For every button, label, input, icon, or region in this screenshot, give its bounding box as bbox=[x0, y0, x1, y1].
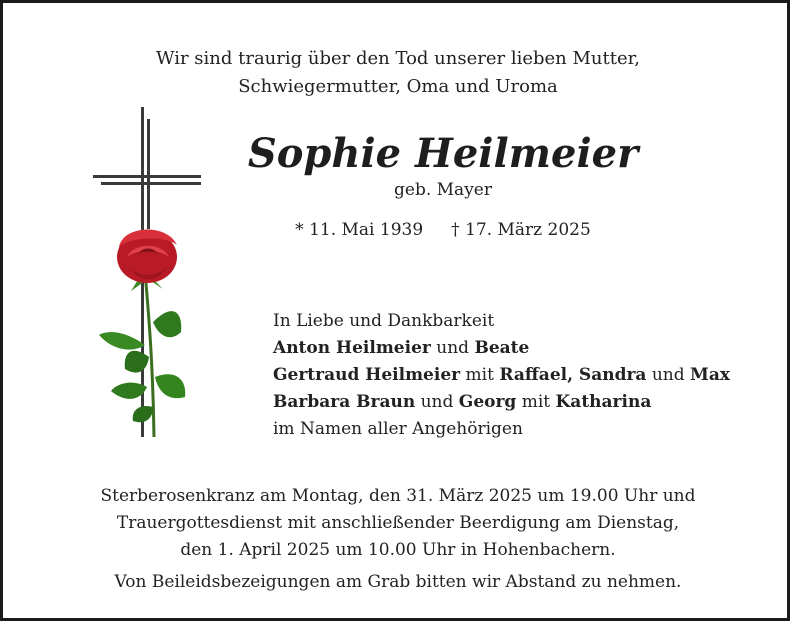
intro-line-1: Wir sind traurig über den Tod unserer lieben Mutter, bbox=[156, 48, 640, 69]
life-dates bbox=[223, 217, 663, 243]
mourner-name: Georg bbox=[458, 392, 517, 412]
mourner-name: Beate bbox=[474, 338, 530, 358]
mourner-name: Katharina bbox=[555, 392, 652, 412]
connector-text: und bbox=[430, 338, 475, 358]
cross-with-rose-icon bbox=[83, 107, 213, 447]
connector-text: mit bbox=[460, 365, 500, 385]
intro-text bbox=[3, 45, 790, 101]
connector-text: und bbox=[646, 365, 691, 385]
mourner-name: Barbara Braun bbox=[273, 392, 416, 412]
mourner-name: Anton Heilmeier bbox=[273, 338, 431, 358]
mourners-row-2 bbox=[273, 362, 730, 389]
announcement-line-3: den 1. April 2025 um 10.00 Uhr in Hohenbachern. bbox=[180, 540, 616, 560]
intro-line-2: Schwiegermutter, Oma und Uroma bbox=[238, 76, 558, 97]
birth-date: * 11. Mai 1939 bbox=[295, 220, 424, 240]
connector-text: und bbox=[415, 392, 459, 412]
announcement-line-1: Sterberosenkranz am Montag, den 31. März 2025 um 19.00 Uhr und bbox=[100, 486, 696, 506]
mourner-name: Gertraud Heilmeier bbox=[273, 365, 461, 385]
mourners-footer: im Namen aller Angehörigen bbox=[273, 419, 523, 439]
mourners-block bbox=[273, 308, 730, 443]
mourners-row-1 bbox=[273, 335, 730, 362]
mourner-name: Max bbox=[690, 365, 730, 385]
announcement-line-2: Trauergottesdienst mit anschließender Beerdigung am Dienstag, bbox=[116, 513, 680, 533]
death-date: † 17. März 2025 bbox=[451, 220, 591, 240]
funeral-announcement bbox=[3, 483, 790, 564]
mourners-row-3 bbox=[273, 389, 730, 416]
mourner-name: Raffael, Sandra bbox=[499, 365, 647, 385]
deceased-name: Sophie Heilmeier bbox=[247, 130, 639, 177]
connector-text: mit bbox=[516, 392, 556, 412]
birth-name: geb. Mayer bbox=[394, 180, 492, 200]
mourners-heading: In Liebe und Dankbarkeit bbox=[273, 311, 495, 331]
closing-note: Von Beileidsbezeigungen am Grab bitten wir Abstand zu nehmen. bbox=[114, 572, 682, 592]
